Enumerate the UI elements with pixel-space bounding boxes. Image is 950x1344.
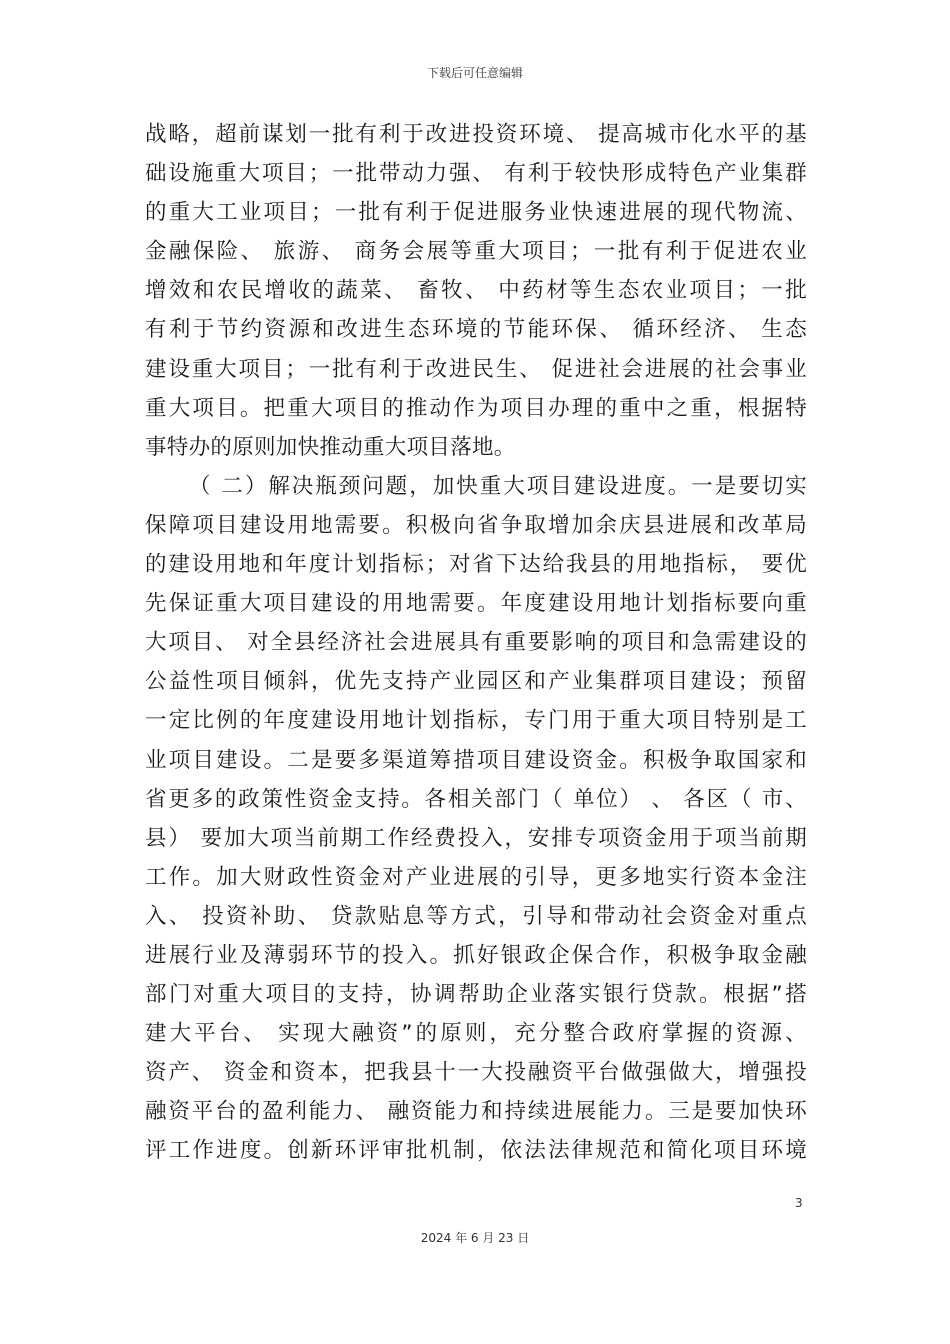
text-line: 的建设用地和年度计划指标；对省下达给我县的用地指标， 要优 (145, 552, 807, 578)
text-line: 重大项目。把重大项目的推动作为项目办理的重中之重，根据特 (145, 395, 807, 421)
text-line: 融资平台的盈利能力、 融资能力和持续进展能力。三是要加快环 (145, 1099, 807, 1125)
text-line: 评工作进度。创新环评审批机制，依法法律规范和简化项目环境 (145, 1138, 807, 1164)
text-line: 有利于节约资源和改进生态环境的节能环保、 循环经济、 生态 (145, 317, 807, 343)
page-number: 3 (795, 1196, 803, 1210)
text-line: 进展行业及薄弱环节的投入。抓好银政企保合作，积极争取金融 (145, 942, 807, 968)
document-body (145, 115, 807, 1171)
text-line: 战略，超前谋划一批有利于改进投资环境、 提高城市化水平的基 (145, 122, 807, 147)
text-line: 部门对重大项目的支持，协调帮助企业落实银行贷款。根据”搭 (145, 982, 807, 1008)
text-line: 工作。加大财政性资金对产业进展的引导，更多地实行资本金注 (145, 864, 807, 890)
page-header: 下载后可任意编辑 (426, 66, 523, 80)
text-line: 县） 要加大项当前期工作经费投入，安排专项资金用于项当前期 (145, 825, 807, 851)
text-line: 事特办的原则加快推动重大项目落地。 (145, 434, 516, 460)
text-line: 的重大工业项目；一批有利于促进服务业快速进展的现代物流、 (145, 200, 807, 226)
text-line: 增效和农民增收的蔬菜、 畜牧、 中药材等生态农业项目；一批 (145, 278, 807, 304)
text-line: 业项目建设。二是要多渠道筹措项目建设资金。积极争取国家和 (145, 747, 807, 773)
text-line: 金融保险、 旅游、 商务会展等重大项目；一批有利于促进农业 (145, 239, 807, 265)
page-footer-date: 2024 年 6 月 23 日 (420, 1231, 530, 1245)
text-line: 大项目、 对全县经济社会进展具有重要影响的项目和急需建设的 (145, 630, 807, 656)
text-line: 建大平台、 实现大融资”的原则，充分整合政府掌握的资源、 (145, 1021, 807, 1047)
text-line: 础设施重大项目；一批带动力强、 有利于较快形成特色产业集群 (145, 161, 807, 187)
text-line: 入、 投资补助、 贷款贴息等方式，引导和带动社会资金对重点 (145, 903, 807, 929)
text-line: 资产、 资金和资本，把我县十一大投融资平台做强做大，增强投 (145, 1060, 807, 1086)
text-line: 省更多的政策性资金支持。各相关部门（ 单位） 、 各区（ 市、 (145, 786, 807, 812)
text-line: 保障项目建设用地需要。积极向省争取增加余庆县进展和改革局 (145, 512, 807, 538)
text-line: （ 二）解决瓶颈问题，加快重大项目建设进度。一是要切实 (189, 473, 807, 499)
text-line: 公益性项目倾斜，优先支持产业园区和产业集群项目建设；预留 (145, 669, 807, 695)
text-line: 先保证重大项目建设的用地需要。年度建设用地计划指标要向重 (145, 591, 807, 617)
text-line: 建设重大项目；一批有利于改进民生、 促进社会进展的社会事业 (145, 356, 807, 382)
text-line: 一定比例的年度建设用地计划指标，专门用于重大项目特别是工 (145, 708, 807, 734)
